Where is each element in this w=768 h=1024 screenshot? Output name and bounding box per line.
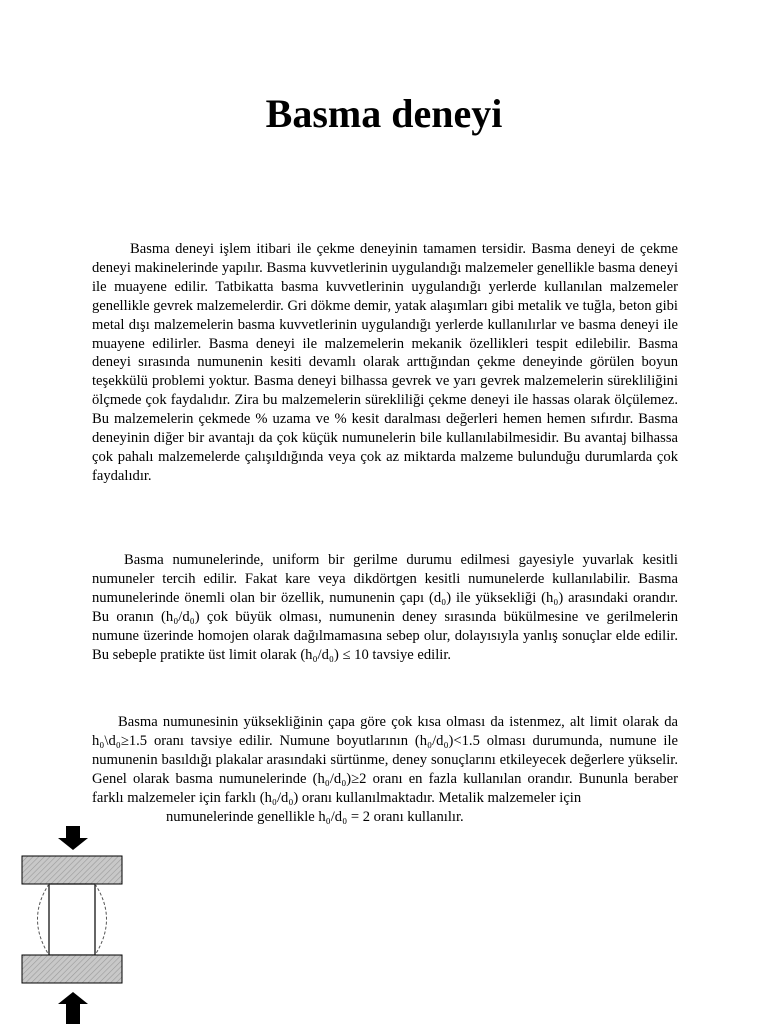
paragraph-1: Basma deneyi işlem itibari ile çekme deneyinin tamamen tersidir. Basma deneyi de çekme deneyi makinelerinde yapılır. Basma kuvvetlerinin uygulandığı malzemeler genellikle basma deneyi ile muayene edilir. Tatbikatta basma kuvvetlerinin uygulandığı yerlerde kullanılan malzemeler genellikle gevrek malzemelerdir. Gri dökme demir, yatak alaşımları gibi metalik ve tuğla, beton gibi metal dışı malzemelerin basma kuvvetlerinin uygulandığı yerlerde kullanılırlar ve basma deneyi ile muayene edilirler. Basma deneyi ile malzemelerin mekanik özellikleri tespit edilebilir. Basma deneyi sırasında numunenin kesiti devamlı olarak arttığından çekme deneyinde görülen boyun teşekkülü problemi yoktur. Basma deneyi bilhassa gevrek ve yarı gevrek malzemelerin sürekliliğini ölçmede çok faydalıdır. Zira bu malzemelerin sürekliliği çekme deneyi ile hassas olarak ölçülemez. Bu malzemelerin çekmede % uzama ve % kesit daralması değerleri hemen hemen sıfırdır. Basma deneyinin diğer bir avantajı da çok küçük numunelerin bile kullanılabilmesidir. Bu avantaj bilhassa çok pahalı malzemelerde çalışıldığında veya çok az miktarda malzeme bulunduğu durumlarda çok faydalıdır. [92,241,678,484]
compression-specimen-figure [18,826,128,1024]
paragraph-3-last-line: numunelerinde genellikle h₀/d₀ = 2 oranı kullanılır. [166,808,464,825]
paragraph-2: Basma numunelerinde, uniform bir gerilme durumu edilmesi gayesiyle yuvarlak kesitli numuneler tercih edilir. Fakat kare veya dikdörtgen kesitli numunelerde kullanılabilir. Basma numunelerinde önemli olan bir özellik, numunenin çapı (d₀) ile yüksekliği (h₀) arasındaki orandır. Bu oranın (h₀/d₀) çok büyük olması, numunenin deney sırasında bükülmesine ve gerilmelerin numune üzerinde homojen olarak dağılmamasına sebep olur, dolayısıyla yanlış sonuçlar elde edilir. Bu sebeple pratikte üst limit olarak (h₀/d₀) ≤ 10 tavsiye edilir. [92,552,678,663]
paragraph-3 [92,713,678,826]
barrel-right-outline [95,884,107,955]
barrel-left-outline [38,884,50,955]
top-arrow-icon [58,826,88,850]
bottom-plate [22,955,122,983]
specimen [49,884,95,955]
top-plate [22,856,122,884]
paragraph-3-main: Basma numunesinin yüksekliğinin çapa göre çok kısa olması da istenmez, alt limit olarak da h₀\d₀≥1.5 oranı tavsiye edilir. Numune boyutlarının (h₀/d₀)<1.5 olması durumunda, numune ile numunenin basıldığı plakalar arasındaki sürtünme, deney sonuçlarını etkileyecek değerlere yükselir. Genel olarak basma numunelerinde (h₀/d₀)≥2 oranı en fazla kullanılan orandır. Bununla beraber farklı malzemeler için farklı (h₀/d₀) oranı kullanılmaktadır. Metalik malzemeler için [92,714,678,806]
page-title: Basma deneyi [265,91,503,136]
bottom-arrow-icon [58,992,88,1024]
